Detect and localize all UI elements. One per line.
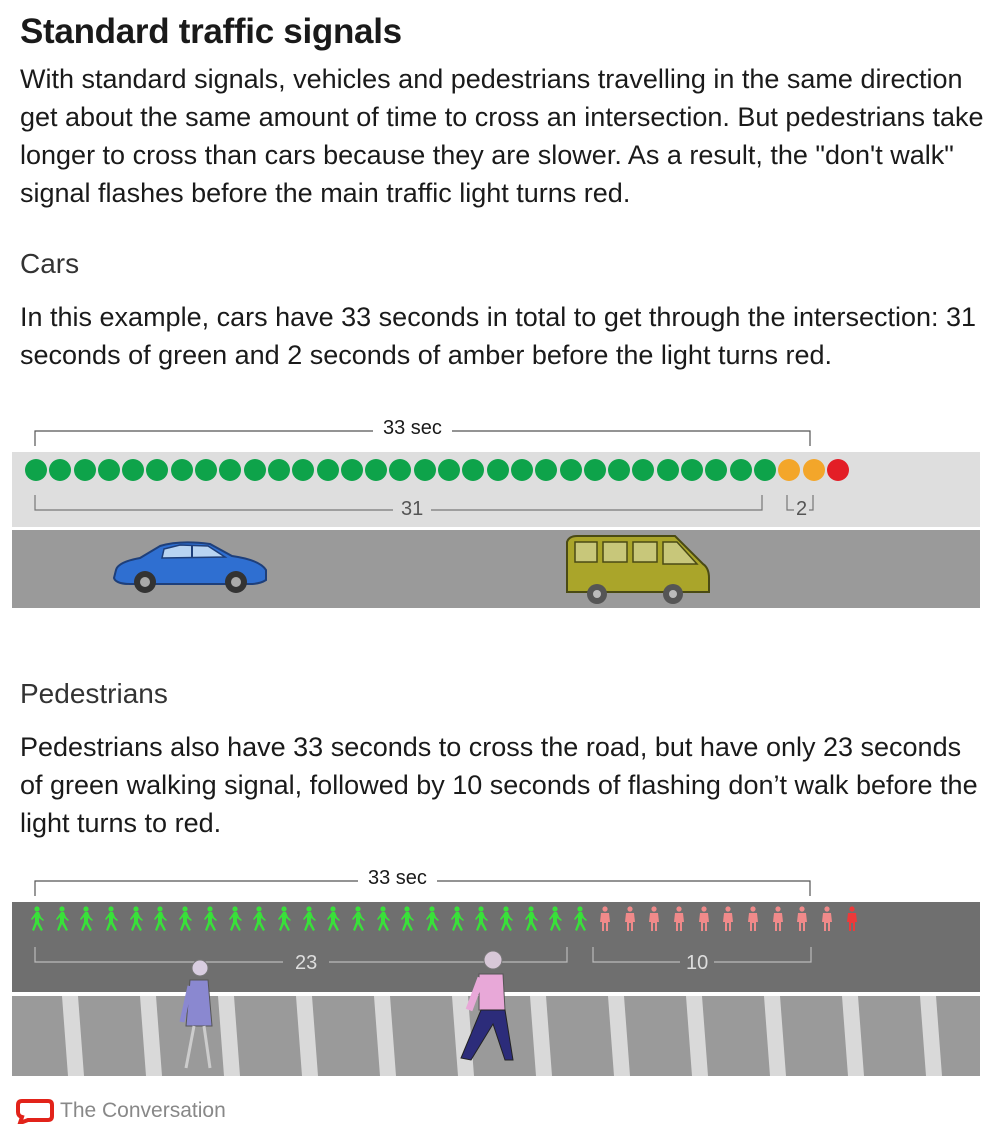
green-light-second (487, 459, 509, 481)
green-light-second (511, 459, 533, 481)
walk-signal-icon (300, 906, 318, 932)
green-light-second (608, 459, 630, 481)
green-light-second (705, 459, 727, 481)
walk-signal-icon (472, 906, 490, 932)
green-light-second (584, 459, 606, 481)
walk-signal-icon (423, 906, 441, 932)
pedestrians-description: Pedestrians also have 33 seconds to cross the road, but have only 23 seconds of green walking signal, followed by 10 seconds of flashing don’t walk before the light turns to red. (20, 732, 978, 838)
pedestrians-total-label: 33 sec (358, 867, 437, 890)
flashing-dont-walk-icon (670, 906, 688, 932)
intro-paragraph: With standard signals, vehicles and pedestrians travelling in the same direction get about the same amount of time to cross an intersection. But pedestrians take longer to cross than cars because they are slower. As a result, the "don't walk" signal flashes before the main traffic light turns red. (20, 64, 984, 208)
elderly-pedestrian-icon (172, 956, 222, 1076)
walk-signal-icon (398, 906, 416, 932)
walk-signal-icon (28, 906, 46, 932)
flashing-dont-walk-icon (695, 906, 713, 932)
pedestrians-heading: Pedestrians (20, 678, 168, 709)
green-light-second (171, 459, 193, 481)
walk-signal-icon (497, 906, 515, 932)
walk-signal-icon (102, 906, 120, 932)
flashing-dont-walk-icon (769, 906, 787, 932)
green-light-second (49, 459, 71, 481)
green-light-second (414, 459, 436, 481)
walk-signal-icon (151, 906, 169, 932)
green-light-second (754, 459, 776, 481)
green-light-second (219, 459, 241, 481)
green-light-second (341, 459, 363, 481)
flashing-dont-walk-icon (645, 906, 663, 932)
flashing-dont-walk-icon (818, 906, 836, 932)
walk-signal-icon (53, 906, 71, 932)
green-light-second (74, 459, 96, 481)
green-light-second (268, 459, 290, 481)
walk-signal-icon (176, 906, 194, 932)
walk-signal-icon (324, 906, 342, 932)
green-light-second (25, 459, 47, 481)
red-light-second (827, 459, 849, 481)
walk-signal-icon (546, 906, 564, 932)
green-light-second (462, 459, 484, 481)
green-light-second (195, 459, 217, 481)
green-light-second (730, 459, 752, 481)
flashing-dont-walk-icon (596, 906, 614, 932)
cars-description: In this example, cars have 33 seconds in total to get through the intersection: 31 seconds of green and 2 seconds of amber before the light turns red. (20, 302, 977, 370)
green-light-second (292, 459, 314, 481)
pedestrian-signal-icons (28, 906, 867, 932)
green-light-second (389, 459, 411, 481)
walk-signal-icon (522, 906, 540, 932)
flashing-dont-walk-icon (719, 906, 737, 932)
flashing-dont-walk-icon (744, 906, 762, 932)
green-light-second (535, 459, 557, 481)
walk-signal-icon (448, 906, 466, 932)
walk-signal-icon (226, 906, 244, 932)
logo-text: The Conversation (60, 1099, 226, 1122)
walk-signal-icon (201, 906, 219, 932)
cars-signal-dots (25, 459, 851, 483)
dont-walk-seconds-label: 10 (680, 952, 714, 975)
walk-signal-icon (77, 906, 95, 932)
walk-signal-icon (571, 906, 589, 932)
cars-amber-label: 2 (796, 498, 808, 520)
dont-walk-icon (843, 906, 861, 932)
flashing-dont-walk-icon (793, 906, 811, 932)
walk-signal-icon (349, 906, 367, 932)
adult-pedestrian-icon (455, 948, 525, 1070)
walk-signal-icon (127, 906, 145, 932)
amber-light-second (778, 459, 800, 481)
cars-heading: Cars (20, 248, 80, 279)
green-light-second (146, 459, 168, 481)
cars-green-label: 31 (393, 498, 431, 521)
the-conversation-logo (16, 1098, 226, 1124)
green-light-second (317, 459, 339, 481)
green-light-second (657, 459, 679, 481)
page-title: Standard traffic signals (20, 12, 402, 51)
speech-bubble-icon (16, 1098, 54, 1124)
green-light-second (244, 459, 266, 481)
green-light-second (438, 459, 460, 481)
green-light-second (365, 459, 387, 481)
green-light-second (122, 459, 144, 481)
walk-seconds-label: 23 (283, 952, 329, 975)
walk-signal-icon (250, 906, 268, 932)
amber-light-second (803, 459, 825, 481)
flashing-dont-walk-icon (621, 906, 639, 932)
blue-car-icon (110, 540, 270, 596)
green-light-second (632, 459, 654, 481)
van-icon (563, 532, 713, 607)
walk-signal-icon (275, 906, 293, 932)
green-light-second (560, 459, 582, 481)
green-light-second (681, 459, 703, 481)
green-light-second (98, 459, 120, 481)
walk-signal-icon (374, 906, 392, 932)
cars-total-label: 33 sec (373, 417, 452, 440)
